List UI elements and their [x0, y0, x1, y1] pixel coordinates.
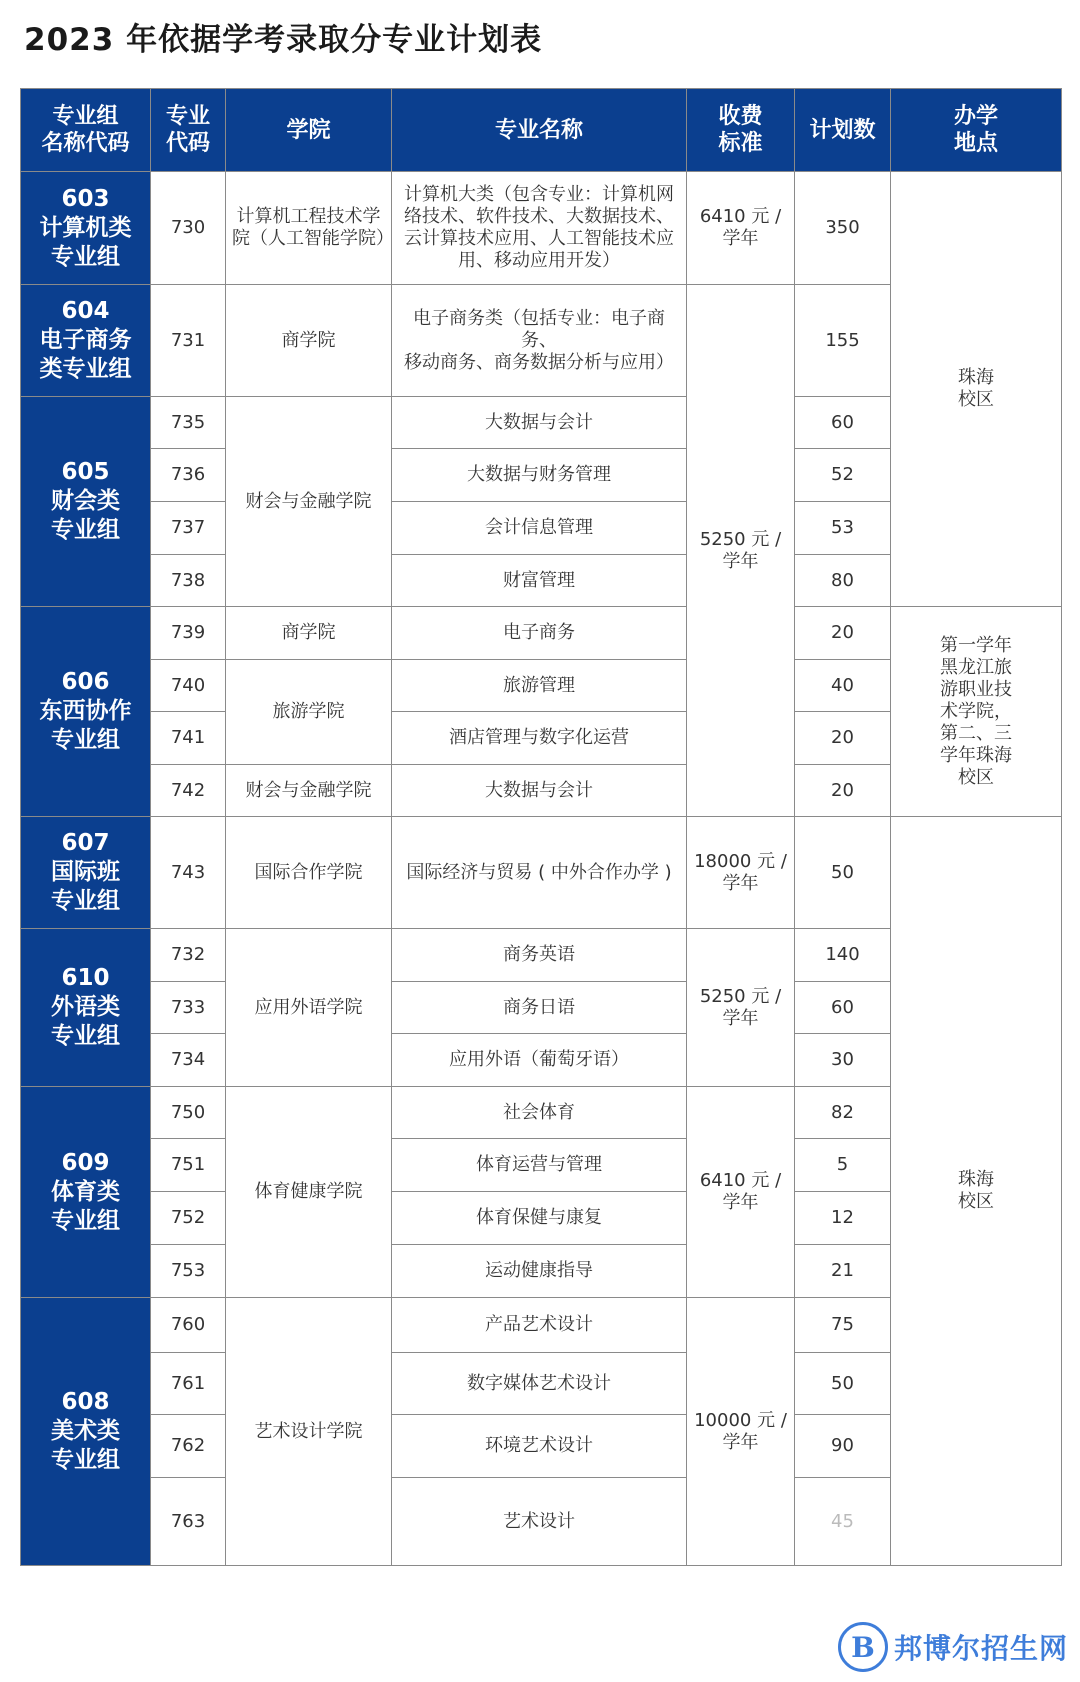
- major-code-cell: 739: [151, 607, 226, 660]
- major-name-cell: 计算机大类（包含专业：计算机网 络技术、软件技术、大数据技术、 云计算技术应用、人工智能技术应 用、移动应用开发）: [392, 172, 687, 285]
- major-name-cell: 应用外语（葡萄牙语）: [392, 1034, 687, 1087]
- admission-plan-table: [20, 88, 1062, 1566]
- major-code-cell: 738: [151, 555, 226, 607]
- college-cell: 国际合作学院: [226, 817, 392, 929]
- header-college: 学院: [226, 89, 392, 172]
- header-major-code: 专业 代码: [151, 89, 226, 172]
- fee-cell: 6410 元 / 学年: [687, 172, 795, 285]
- major-code-cell: 760: [151, 1298, 226, 1353]
- major-code-cell: 753: [151, 1245, 226, 1298]
- fee-cell: 10000 元 / 学年: [687, 1298, 795, 1566]
- college-cell: 计算机工程技术学 院（人工智能学院）: [226, 172, 392, 285]
- plan-count-cell: 45: [795, 1478, 891, 1566]
- group-cell: 608 美术类 专业组: [21, 1298, 151, 1566]
- major-name-cell: 社会体育: [392, 1087, 687, 1139]
- plan-count-cell: 30: [795, 1034, 891, 1087]
- fee-cell: 6410 元 / 学年: [687, 1087, 795, 1298]
- college-cell: 商学院: [226, 607, 392, 660]
- major-code-cell: 762: [151, 1415, 226, 1478]
- major-name-cell: 艺术设计: [392, 1478, 687, 1566]
- major-name-cell: 环境艺术设计: [392, 1415, 687, 1478]
- group-cell: 605 财会类 专业组: [21, 397, 151, 607]
- table-row: [21, 172, 1062, 285]
- major-code-cell: 751: [151, 1139, 226, 1192]
- header-major-name: 专业名称: [392, 89, 687, 172]
- major-name-cell: 电子商务: [392, 607, 687, 660]
- major-code-cell: 750: [151, 1087, 226, 1139]
- major-name-cell: 旅游管理: [392, 660, 687, 712]
- major-code-cell: 730: [151, 172, 226, 285]
- plan-count-cell: 60: [795, 982, 891, 1034]
- major-code-cell: 763: [151, 1478, 226, 1566]
- header-location: 办学 地点: [891, 89, 1062, 172]
- college-cell: 财会与金融学院: [226, 765, 392, 817]
- group-cell: 604 电子商务 类专业组: [21, 285, 151, 397]
- group-cell: 610 外语类 专业组: [21, 929, 151, 1087]
- major-code-cell: 731: [151, 285, 226, 397]
- plan-count-cell: 20: [795, 712, 891, 765]
- major-name-cell: 大数据与财务管理: [392, 449, 687, 502]
- page-title: 2023 年依据学考录取分专业计划表: [24, 22, 543, 58]
- watermark-logo-icon: B: [838, 1622, 888, 1672]
- major-name-cell: 国际经济与贸易 ( 中外合作办学 ): [392, 817, 687, 929]
- fee-cell: 5250 元 / 学年: [687, 929, 795, 1087]
- table-header-row: [21, 89, 1062, 172]
- major-name-cell: 体育运营与管理: [392, 1139, 687, 1192]
- plan-count-cell: 90: [795, 1415, 891, 1478]
- major-code-cell: 752: [151, 1192, 226, 1245]
- fee-cell: 18000 元 / 学年: [687, 817, 795, 929]
- major-code-cell: 733: [151, 982, 226, 1034]
- major-name-cell: 商务英语: [392, 929, 687, 982]
- watermark-text: 邦博尔招生网: [893, 1632, 1068, 1665]
- college-cell: 应用外语学院: [226, 929, 392, 1087]
- group-cell: 607 国际班 专业组: [21, 817, 151, 929]
- plan-count-cell: 20: [795, 607, 891, 660]
- plan-count-cell: 140: [795, 929, 891, 982]
- plan-count-cell: 60: [795, 397, 891, 449]
- major-code-cell: 740: [151, 660, 226, 712]
- header-plan-count: 计划数: [795, 89, 891, 172]
- major-name-cell: 大数据与会计: [392, 765, 687, 817]
- plan-count-cell: 50: [795, 1353, 891, 1415]
- location-cell: 珠海 校区: [891, 817, 1062, 1566]
- major-name-cell: 商务日语: [392, 982, 687, 1034]
- major-name-cell: 产品艺术设计: [392, 1298, 687, 1353]
- group-cell: 606 东西协作 专业组: [21, 607, 151, 817]
- major-code-cell: 732: [151, 929, 226, 982]
- group-cell: 609 体育类 专业组: [21, 1087, 151, 1298]
- major-code-cell: 742: [151, 765, 226, 817]
- major-name-cell: 数字媒体艺术设计: [392, 1353, 687, 1415]
- college-cell: 财会与金融学院: [226, 397, 392, 607]
- college-cell: 旅游学院: [226, 660, 392, 765]
- plan-count-cell: 12: [795, 1192, 891, 1245]
- major-code-cell: 736: [151, 449, 226, 502]
- major-code-cell: 741: [151, 712, 226, 765]
- plan-count-cell: 5: [795, 1139, 891, 1192]
- plan-count-cell: 82: [795, 1087, 891, 1139]
- major-code-cell: 743: [151, 817, 226, 929]
- major-name-cell: 运动健康指导: [392, 1245, 687, 1298]
- plan-count-cell: 75: [795, 1298, 891, 1353]
- major-code-cell: 737: [151, 502, 226, 555]
- location-cell: 珠海 校区: [891, 172, 1062, 607]
- major-code-cell: 734: [151, 1034, 226, 1087]
- college-cell: 商学院: [226, 285, 392, 397]
- plan-count-cell: 52: [795, 449, 891, 502]
- plan-count-cell: 350: [795, 172, 891, 285]
- group-cell: 603 计算机类 专业组: [21, 172, 151, 285]
- major-name-cell: 会计信息管理: [392, 502, 687, 555]
- plan-count-cell: 40: [795, 660, 891, 712]
- table-row: [21, 607, 1062, 660]
- location-cell: 第一学年 黑龙江旅 游职业技 术学院， 第二、三 学年珠海 校区: [891, 607, 1062, 817]
- major-code-cell: 735: [151, 397, 226, 449]
- plan-count-cell: 21: [795, 1245, 891, 1298]
- header-fee: 收费 标准: [687, 89, 795, 172]
- college-cell: 艺术设计学院: [226, 1298, 392, 1566]
- major-name-cell: 大数据与会计: [392, 397, 687, 449]
- plan-count-cell: 155: [795, 285, 891, 397]
- watermark: [838, 1622, 1068, 1672]
- major-name-cell: 体育保健与康复: [392, 1192, 687, 1245]
- header-group-code: 专业组 名称代码: [21, 89, 151, 172]
- major-name-cell: 酒店管理与数字化运营: [392, 712, 687, 765]
- plan-count-cell: 53: [795, 502, 891, 555]
- table-row: [21, 817, 1062, 929]
- major-name-cell: 财富管理: [392, 555, 687, 607]
- plan-count-cell: 50: [795, 817, 891, 929]
- major-name-cell: 电子商务类（包括专业：电子商务、 移动商务、商务数据分析与应用）: [392, 285, 687, 397]
- plan-count-cell: 80: [795, 555, 891, 607]
- plan-count-cell: 20: [795, 765, 891, 817]
- major-code-cell: 761: [151, 1353, 226, 1415]
- college-cell: 体育健康学院: [226, 1087, 392, 1298]
- fee-cell: 5250 元 / 学年: [687, 285, 795, 817]
